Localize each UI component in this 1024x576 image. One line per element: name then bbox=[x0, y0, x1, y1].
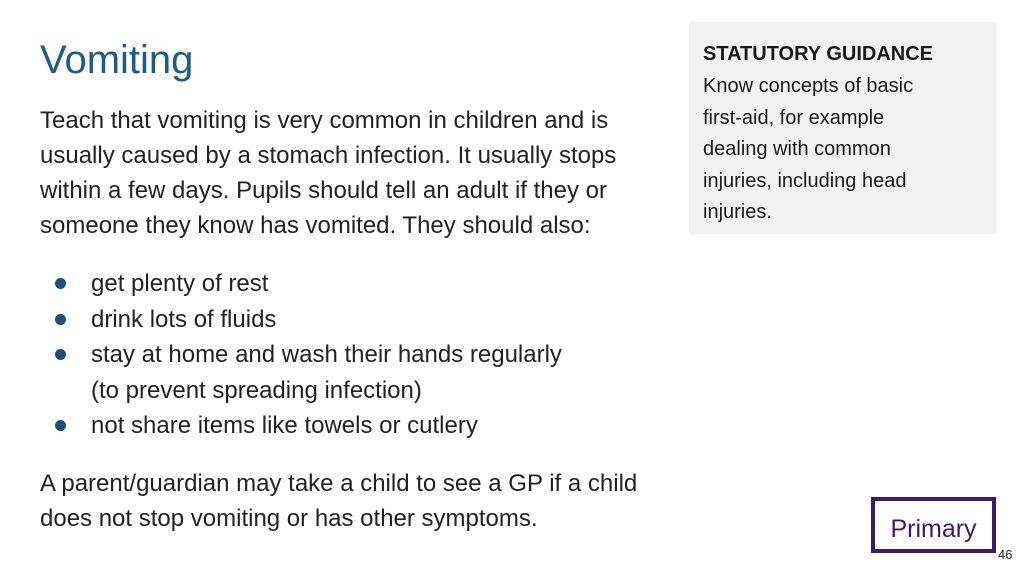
list-item-text: not share items like towels or cutlery bbox=[91, 412, 478, 439]
page-number: 46 bbox=[998, 547, 1013, 562]
bullet-dot-icon bbox=[55, 349, 66, 360]
list-item-text: get plenty of rest bbox=[91, 270, 269, 297]
list-item-text: drink lots of fluids bbox=[91, 305, 277, 333]
primary-badge: Primary bbox=[871, 497, 996, 553]
list-item bbox=[40, 408, 680, 444]
list-item-continuation: (to prevent spreading infection) bbox=[91, 376, 422, 404]
bullet-dot-icon bbox=[55, 278, 66, 289]
bullet-dot-icon bbox=[55, 420, 66, 431]
closing-paragraph: A parent/guardian may take a child to see a GP if a child does not stop vomiting or has other symptoms. bbox=[40, 470, 638, 532]
intro-paragraph: Teach that vomiting is very common in children and is usually caused by a stomach infection. It usually stops within a few days. Pupils should tell an adult if they or someone they know has vomited. They should also: bbox=[40, 107, 617, 239]
bullet-dot-icon bbox=[55, 314, 66, 325]
list-item bbox=[40, 302, 680, 338]
guidance-text: Know concepts of basic first-aid, for example dealing with common injuries, including head injuries. bbox=[703, 75, 914, 223]
guidance-heading: STATUTORY GUIDANCE bbox=[703, 43, 934, 65]
page-title: Vomiting bbox=[40, 38, 194, 82]
list-item-text: stay at home and wash their hands regularly bbox=[91, 341, 562, 368]
list-item bbox=[40, 337, 680, 408]
list-item bbox=[40, 266, 680, 302]
advice-list bbox=[40, 266, 680, 444]
statutory-guidance-box bbox=[689, 22, 997, 234]
